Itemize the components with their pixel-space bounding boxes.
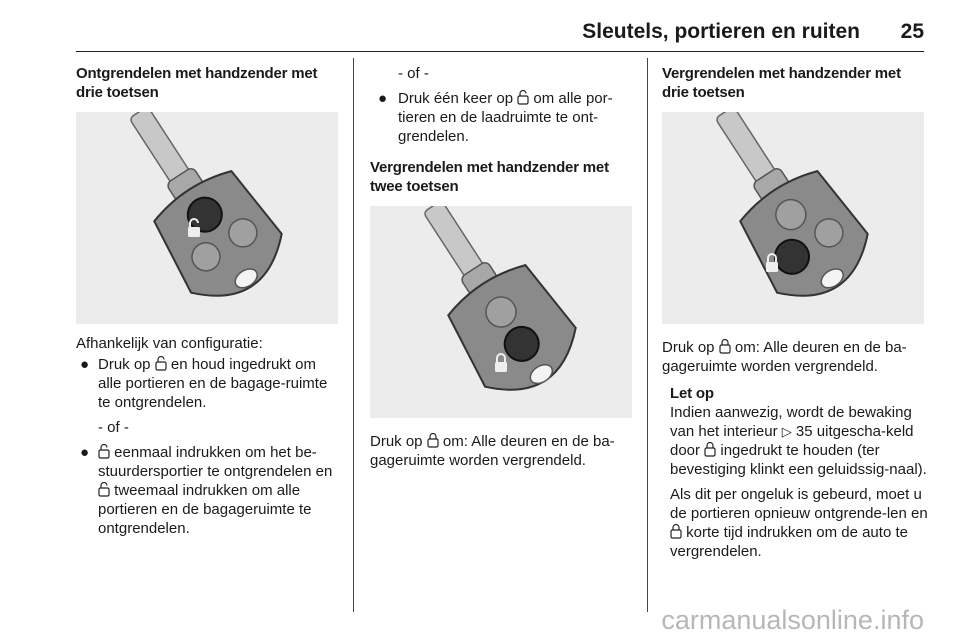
watermark: carmanualsonline.info: [661, 605, 924, 635]
lock-text-start: Druk op: [662, 339, 715, 356]
column-divider-left: [353, 58, 354, 612]
note-2-text-b: korte tijd indrukken om de auto te vergrendelen.: [670, 524, 908, 560]
column-2: [370, 64, 634, 470]
section-heading-lock-three-buttons: Vergrendelen met handzender met drie toetsen: [662, 65, 901, 101]
lock-icon: [427, 433, 439, 448]
lock-icon: [719, 339, 731, 354]
or-separator-1: - of -: [98, 419, 129, 436]
column-divider-right: [647, 58, 648, 612]
lock-icon: [704, 442, 716, 457]
unlock-icon: [517, 90, 529, 105]
lock-text-end: om: Alle deuren en de ba-gageruimte worden vergrendeld.: [662, 339, 907, 375]
header-rule: [76, 51, 924, 52]
section-heading-unlock-three-buttons: Ontgrendelen met handzender met drie toetsen: [76, 65, 318, 101]
note-2-text-a: Als dit per ongeluk is gebeurd, moet u de portieren opnieuw ontgrende-len en: [670, 486, 928, 522]
key-figure-three-buttons-unlock: [76, 112, 338, 324]
section-heading-lock-two-buttons: Vergrendelen met handzender met twee toetsen: [370, 159, 609, 195]
bullet-1: [76, 355, 342, 412]
lock-three-buttons-text: [662, 338, 928, 376]
note-1-text-a: Indien aanwezig, wordt de bewaking van het interieur: [670, 404, 912, 440]
page-number: 25: [900, 20, 924, 43]
lock-two-buttons-text: [370, 432, 634, 470]
configuration-intro: Afhankelijk van configuratie:: [76, 335, 263, 352]
column-3: [662, 64, 928, 561]
bullet-2-text-end: tweemaal indrukken om alle portieren en de bagageruimte te ontgrendelen.: [98, 482, 312, 537]
bullet-dot: ●: [378, 90, 388, 107]
note-paragraph-2: [670, 485, 928, 561]
header-title: Sleutels, portieren en ruiten: [582, 20, 860, 43]
column-1: [76, 64, 342, 538]
bullet-2-text-start: eenmaal indrukken om het be-stuurdersportier te ontgrendelen en: [98, 444, 333, 480]
bullet-dot: ●: [80, 356, 90, 373]
bullet-1-text-start: Druk op: [98, 356, 151, 373]
bullet-dot: ●: [80, 444, 90, 461]
note-title: Let op: [670, 385, 714, 402]
bullet-3-text-start: Druk één keer op: [398, 90, 514, 107]
unlock-icon: [98, 482, 110, 497]
lock-text-end: om: Alle deuren en de ba-gageruimte worden vergrendeld.: [370, 433, 615, 469]
note-paragraph-1: [670, 403, 928, 479]
note-box: [662, 384, 928, 561]
note-1-text-b: 35 uitgescha-keld door: [670, 423, 914, 459]
unlock-icon: [155, 356, 167, 371]
page-reference-icon: ▷: [781, 424, 792, 439]
or-separator-2: - of -: [398, 65, 429, 82]
bullet-1-text-end: en houd ingedrukt om alle portieren en de bagage-ruimte te ontgrendelen.: [98, 356, 328, 411]
key-figure-two-buttons-lock: [370, 206, 632, 418]
bullet-3: [370, 89, 634, 146]
lock-text-start: Druk op: [370, 433, 423, 450]
unlock-icon: [98, 444, 110, 459]
key-figure-three-buttons-lock: [662, 112, 924, 324]
bullet-3-text-end: om alle por-tieren en de laadruimte te ont-grendelen.: [398, 90, 613, 145]
lock-icon: [670, 524, 682, 539]
note-1-text-c: ingedrukt te houden (ter bevestiging klinkt een geluidssig-naal).: [670, 442, 927, 478]
bullet-2: [76, 443, 342, 538]
